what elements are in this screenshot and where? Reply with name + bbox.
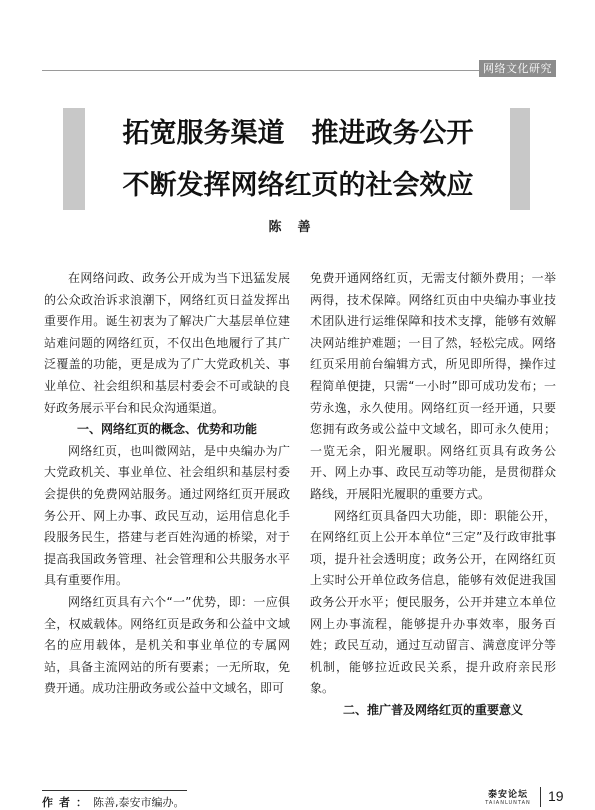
page-number: 19 xyxy=(548,788,564,804)
article-title xyxy=(92,108,504,212)
footnote-rule xyxy=(42,790,187,791)
footnote-label: 作者： xyxy=(42,796,93,809)
title-left-bar xyxy=(63,108,85,210)
body-paragraph-continued: 免费开通网络红页，无需支付额外费用；一举两得，技术保障。网络红页由中央编办事业技术团队进行运维保障和技术支撑，能够有效解决网站维护难题；一目了然，轻松完成。网络红页采用前台编辑方式，所见即所得，操作过程简单便捷，只需“一小时”即可成功发布；一劳永逸，永久使用。网络红页一经开通，只要您拥有政务或公益中文域名，即可永久使用；一览无余，阳光履职。网络红页具有政务公开、网上办事、政民互动等功能，是贯彻群众路线，开展阳光履职的重要方式。 xyxy=(310,271,556,501)
section-label: 网络文化研究 xyxy=(479,60,556,77)
footnote-text: 陈善,泰安市编办。 xyxy=(93,796,185,809)
journal-logo xyxy=(478,787,538,806)
page-number-separator xyxy=(540,787,541,807)
journal-name: 泰安论坛 xyxy=(487,790,528,800)
body-paragraph: 网络红页具有六个“一”优势，即：一应俱全，权威载体。网络红页是政务和公益中文域名的应用载体，是机关和事业单位的专属网站，具备主流网站的所有要素；一无所取，免费开通。成功注册政务或公益中文域名，即可 xyxy=(44,594,290,696)
journal-name-en: TAIANLUNTAN xyxy=(485,800,531,806)
author-name: 陈善 xyxy=(268,220,327,235)
intro-paragraph: 在网络问政、政务公开成为当下迅猛发展的公众政治诉求浪潮下，网络红页日益发挥出重要作用。诞生初衷为了解决广大基层单位建站难问题的网络红页，不仅出色地履行了其广泛覆盖的功能，更是成为了广大党政机关、事业单位、社会组织和基层村委会不可或缺的良好政务展示平台和民众沟通渠道。 xyxy=(44,271,290,415)
title-line-2: 不断发挥网络红页的社会效应 xyxy=(122,170,474,201)
body-paragraph: 网络红页具备四大功能，即：职能公开，在网络红页上公开本单位“三定”及行政审批事项，提升社会透明度；政务公开，在网络红页上实时公开单位政务信息，能够有效促进我国政务公开水平；便民服务，公开并建立本单位网上办事流程，能够提升办事效率，服务百姓；政民互动，通过互动留言、满意度评分等机制，能够拉近政民关系，提升政府亲民形象。 xyxy=(310,508,556,696)
header-rule xyxy=(42,70,479,71)
left-column xyxy=(44,268,290,700)
title-right-bar xyxy=(510,108,530,210)
section-heading-1: 一、网络红页的概念、优势和功能 xyxy=(76,422,257,437)
title-line-1: 拓宽服务渠道 推进政务公开 xyxy=(122,118,474,149)
body-paragraph: 网络红页，也叫微网站，是中央编办为广大党政机关、事业单位、社会组织和基层村委会提供的免费网站服务。通过网络红页开展政务公开、网上办事、政民互动，运用信息化手段服务民生，搭建与老百姓沟通的桥梁，对于提高我国政务管理、社会管理和公共服务水平具有重要作用。 xyxy=(44,443,290,588)
section-heading-2: 二、推广普及网络红页的重要意义 xyxy=(342,702,523,717)
right-column xyxy=(310,268,556,721)
